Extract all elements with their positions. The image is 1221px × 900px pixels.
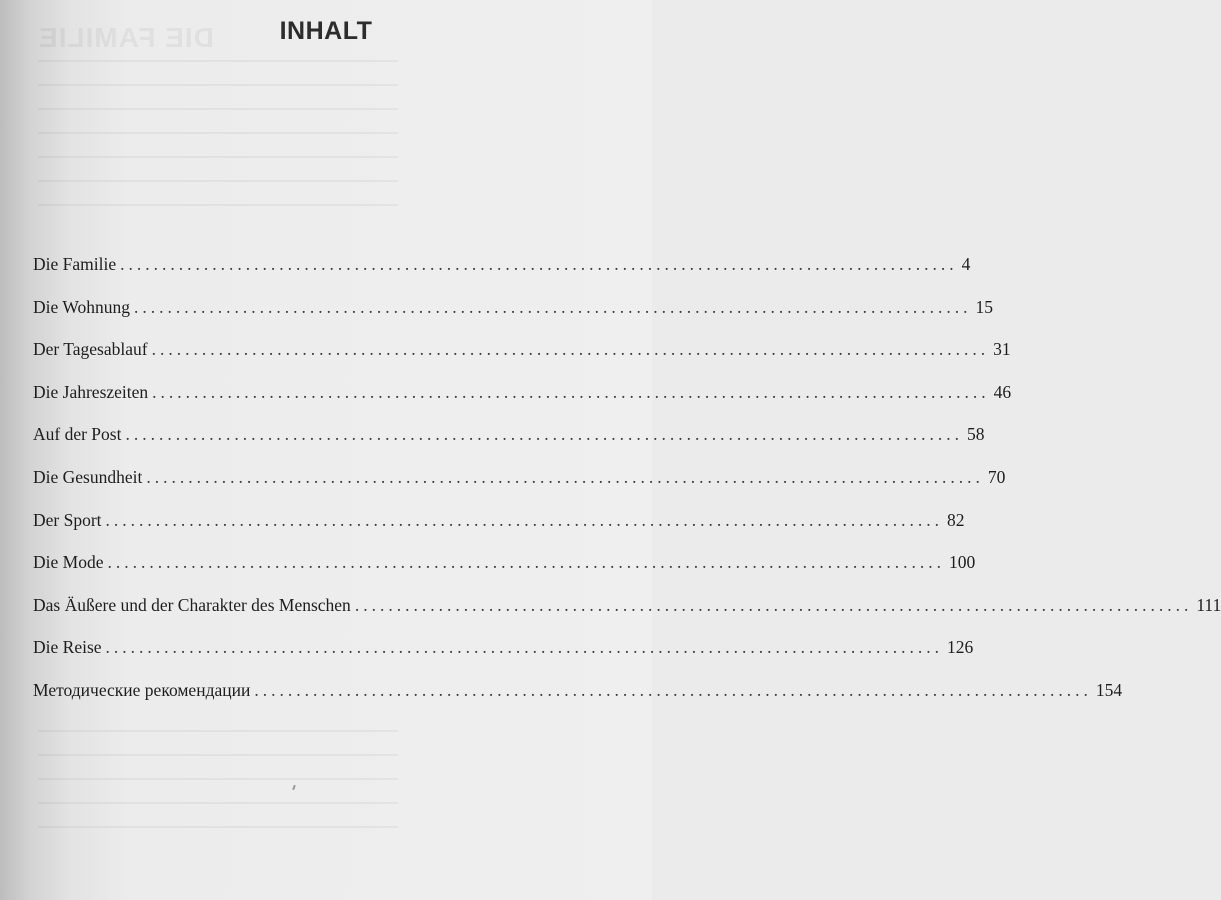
toc-entry-title: Der Tagesablauf [33,339,148,360]
toc-entry[interactable] [33,591,1221,634]
toc-page-number: 111 [1196,594,1221,615]
toc-entry-title: Das Äußere und der Charakter des Menschen [33,594,351,615]
toc-entry[interactable] [33,548,976,591]
toc-page-number: 70 [987,466,1006,487]
toc-entry[interactable] [33,420,985,463]
toc-entry-title: Die Mode [33,552,104,573]
bleed-through-text-top [38,60,398,228]
toc-entry[interactable] [33,293,993,336]
toc-entry-title: Методические рекомендации [33,679,251,700]
toc-entry[interactable] [33,335,1011,378]
toc-entry[interactable] [33,633,974,676]
dot-leader: .................................................................................................... [107,552,945,573]
toc-entry[interactable] [33,378,1012,421]
toc-entry[interactable] [33,463,1006,506]
dot-leader: .................................................................................................... [105,637,944,658]
toc-entry[interactable] [33,506,965,549]
toc-page-number: 4 [961,254,971,274]
toc-entry-title: Die Gesundheit [33,466,143,487]
toc-page-number: 58 [966,424,985,445]
dot-leader: .................................................................................................... [125,424,963,445]
toc-entry-title: Die Familie [33,254,117,274]
dot-leader: .................................................................................................... [152,381,990,402]
dot-leader: .................................................................................................... [354,594,1193,615]
dot-leader: .................................................................................................... [146,466,984,487]
toc-page-number: 100 [948,552,976,573]
toc-page-number: 15 [975,296,993,317]
dot-leader: .................................................................................................... [105,509,944,530]
bleed-through-text-bottom [38,730,398,850]
toc-page-number: 31 [993,339,1011,360]
dot-leader: .................................................................................................... [151,339,990,360]
toc-page-number: 46 [993,381,1012,402]
toc-page-number: 126 [947,637,974,658]
dot-leader: .................................................................................................... [133,296,972,317]
table-of-contents [33,250,1221,719]
bleed-through-heading: DIE FAMILIE [38,22,214,53]
dot-leader: .................................................................................................... [254,679,1092,700]
toc-entry-title: Die Wohnung [33,296,130,317]
toc-entry[interactable] [33,250,971,293]
toc-entry-title: Die Jahreszeiten [33,381,149,402]
toc-entry-title: Die Reise [33,637,102,658]
page-title: INHALT [279,17,373,45]
toc-page-number: 82 [947,509,965,530]
toc-page-number: 154 [1095,679,1123,700]
dot-leader: .................................................................................................... [120,254,958,274]
toc-entry[interactable] [33,676,1123,719]
toc-entry-title: Der Sport [33,509,102,530]
toc-entry-title: Auf der Post [33,424,122,445]
